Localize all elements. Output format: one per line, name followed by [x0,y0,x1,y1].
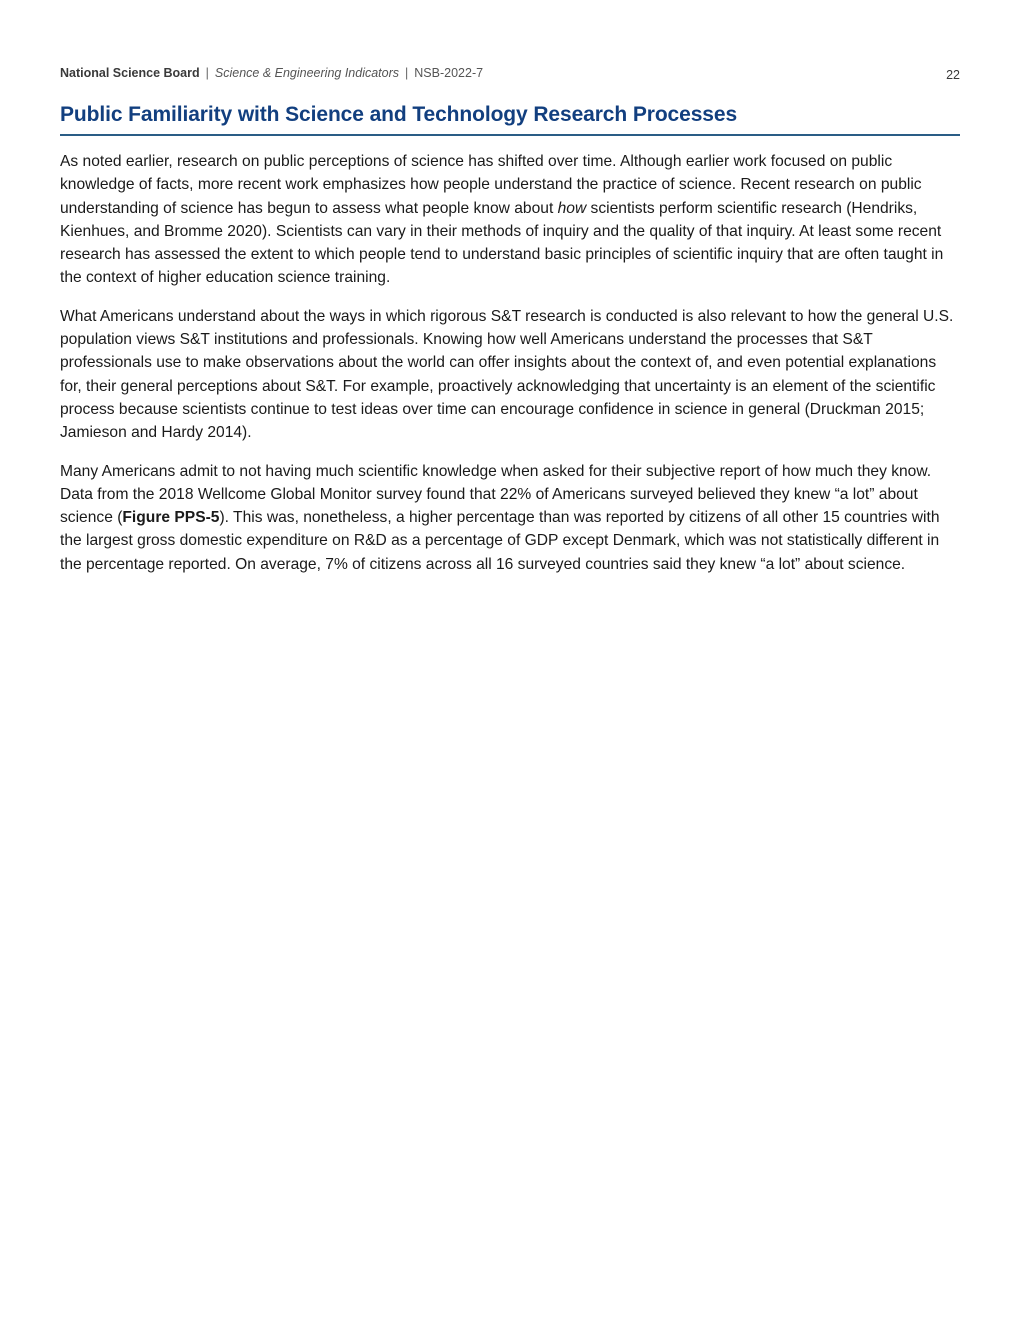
figure-reference-link[interactable]: Figure PPS-5 [122,509,220,527]
running-header [60,64,960,84]
header-separator: | [205,66,209,80]
header-report-id: NSB-2022-7 [414,66,484,80]
header-separator: | [405,66,409,80]
paragraph-1 [60,150,960,290]
header-org: National Science Board [60,66,200,80]
paragraph-3-text-a: Many Americans admit to not having much scientific knowledge when asked for their subjective report of how much they know. Data from the 2018 Wellcome Global Monitor survey found that 22% of Americans surveyed believed they knew “a lot” about science ( [60,462,932,527]
title-divider [60,134,960,136]
paragraph-1-text-a: As noted earlier, research on public perceptions of science has shifted over time. Although earlier work focused on public knowledge of facts, more recent work emphasizes how people understand the practice of science. Recent research on public understanding of science has begun to assess what people know about [60,153,922,217]
paragraph-1-italic: how [557,199,587,217]
page-number: 22 [946,68,960,82]
body-text [60,150,960,591]
paragraph-2: What Americans understand about the ways in which rigorous S&T research is conducted is also relevant to how the general U.S. population views S&T institutions and professionals. Knowing how well Americans understand the processes that S&T professionals use to make observations about the world can offer insights about the context of, and even potential explanations for, their general perceptions about S&T. For example, proactively acknowledging that uncertainty is an element of the scientific process because scientists continue to test ideas over time can encourage confidence in science in general (Druckman 2015; Jamieson and Hardy 2014). [60,307,954,442]
paragraph-3 [60,460,960,576]
paragraph-3-text-b: ). This was, nonetheless, a higher percentage than was reported by citizens of all other 15 countries with the largest gross domestic expenditure on R&D as a percentage of GDP except Denmark, which was not statistically different in the percentage reported. On average, 7% of citizens across all 16 surveyed countries said they knew “a lot” about science. [60,509,940,573]
section-title: Public Familiarity with Science and Technology Research Processes [60,103,738,126]
paragraph-1-text-b: scientists perform scientific research (Hendriks, Kienhues, and Bromme 2020). Scientists can vary in their methods of inquiry and the quality of that inquiry. At least some recent research has assessed the extent to which people tend to understand basic principles of scientific inquiry that are often taught in the context of higher education science training. [60,199,944,287]
header-publication: Science & Engineering Indicators [214,66,400,80]
